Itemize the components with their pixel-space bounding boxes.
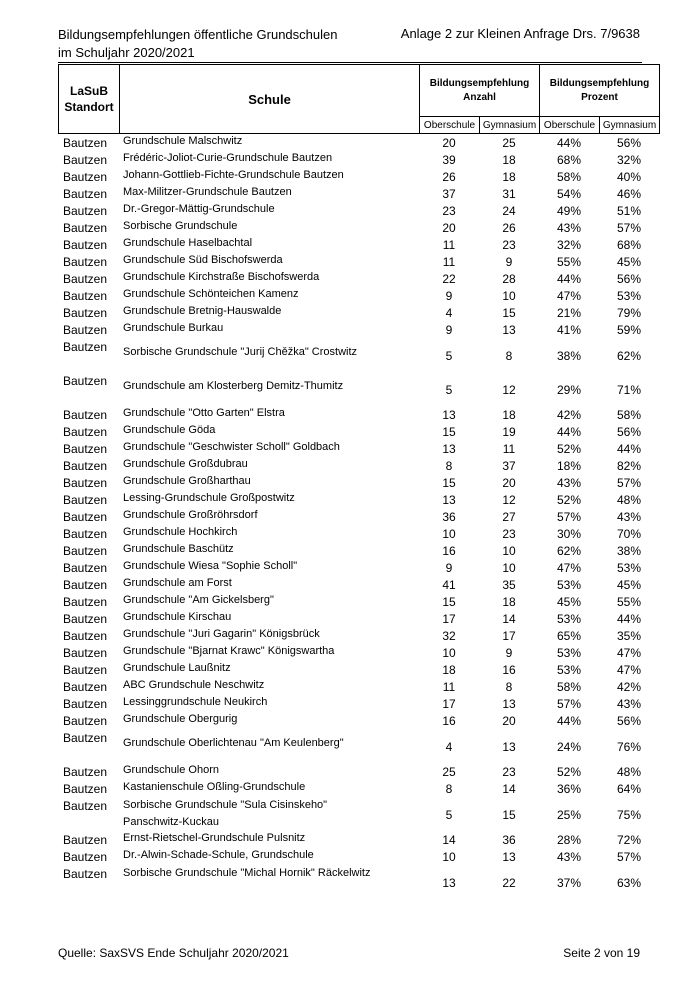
cell-schule: ABC Grundschule Neschwitz (123, 679, 265, 691)
table-row (58, 185, 642, 202)
cell-lasub-standort: Bautzen (63, 459, 108, 473)
table-row (58, 151, 642, 168)
table-row (58, 661, 642, 678)
cell-gymnasium-prozent: 76% (616, 740, 642, 754)
cell-gymnasium-anzahl: 18 (502, 595, 516, 609)
cell-oberschule-prozent: 25% (556, 808, 582, 822)
cell-gymnasium-prozent: 47% (616, 646, 642, 660)
table-row (58, 457, 642, 474)
cell-oberschule-anzahl: 14 (442, 833, 456, 847)
cell-lasub-standort: Bautzen (63, 476, 108, 490)
cell-gymnasium-prozent: 57% (616, 476, 642, 490)
cell-gymnasium-anzahl: 16 (502, 663, 516, 677)
cell-lasub-standort: Bautzen (63, 408, 108, 422)
cell-gymnasium-prozent: 45% (616, 255, 642, 269)
cell-schule: Kastanienschule Oßling-Grundschule (123, 781, 306, 793)
cell-gymnasium-prozent: 53% (616, 561, 642, 575)
cell-gymnasium-anzahl: 27 (502, 510, 516, 524)
cell-schule: Grundschule Malschwitz (123, 135, 243, 147)
cell-gymnasium-prozent: 72% (616, 833, 642, 847)
cell-lasub-standort: Bautzen (63, 646, 108, 660)
cell-oberschule-prozent: 58% (556, 170, 582, 184)
cell-gymnasium-prozent: 63% (616, 876, 642, 890)
cell-oberschule-prozent: 42% (556, 408, 582, 422)
cell-oberschule-anzahl: 9 (445, 289, 453, 303)
cell-oberschule-prozent: 45% (556, 595, 582, 609)
cell-oberschule-anzahl: 16 (442, 714, 456, 728)
cell-schule: Grundschule Ohorn (123, 764, 219, 776)
cell-schule: Grundschule Baschütz (123, 543, 234, 555)
cell-gymnasium-prozent: 32% (616, 153, 642, 167)
document-title (58, 26, 337, 62)
table-row (58, 712, 642, 729)
cell-schule: Max-Militzer-Grundschule Bautzen (123, 186, 292, 198)
cell-oberschule-prozent: 52% (556, 765, 582, 779)
cell-gymnasium-anzahl: 20 (502, 476, 516, 490)
cell-gymnasium-prozent: 42% (616, 680, 642, 694)
cell-lasub-standort: Bautzen (63, 578, 108, 592)
cell-oberschule-anzahl: 25 (442, 765, 456, 779)
cell-gymnasium-anzahl: 9 (505, 646, 513, 660)
cell-gymnasium-prozent: 45% (616, 578, 642, 592)
header-bildungsempfehlung-prozent: Bildungsempfehlung Prozent (539, 64, 660, 117)
table-row (58, 559, 642, 576)
cell-oberschule-prozent: 52% (556, 493, 582, 507)
subheader-gymnasium-prozent: Gymnasium (599, 116, 660, 134)
cell-gymnasium-prozent: 57% (616, 850, 642, 864)
header-lasub-standort: LaSuB Standort (58, 64, 120, 134)
table-row (58, 627, 642, 644)
cell-gymnasium-prozent: 55% (616, 595, 642, 609)
cell-oberschule-prozent: 53% (556, 612, 582, 626)
cell-oberschule-anzahl: 18 (442, 663, 456, 677)
cell-gymnasium-anzahl: 8 (505, 349, 513, 363)
cell-oberschule-prozent: 57% (556, 697, 582, 711)
cell-gymnasium-anzahl: 20 (502, 714, 516, 728)
title-line-2: im Schuljahr 2020/2021 (58, 45, 195, 60)
cell-oberschule-prozent: 30% (556, 527, 582, 541)
table-row (58, 372, 642, 406)
cell-lasub-standort: Bautzen (63, 731, 108, 745)
cell-oberschule-anzahl: 15 (442, 476, 456, 490)
subheader-gymnasium-anzahl: Gymnasium (479, 116, 540, 134)
cell-gymnasium-anzahl: 23 (502, 765, 516, 779)
cell-gymnasium-anzahl: 13 (502, 740, 516, 754)
table-header (58, 64, 657, 134)
cell-oberschule-anzahl: 15 (442, 425, 456, 439)
cell-oberschule-prozent: 44% (556, 714, 582, 728)
cell-gymnasium-prozent: 68% (616, 238, 642, 252)
cell-oberschule-anzahl: 20 (442, 136, 456, 150)
cell-oberschule-anzahl: 10 (442, 527, 456, 541)
cell-lasub-standort: Bautzen (63, 493, 108, 507)
cell-lasub-standort: Bautzen (63, 136, 108, 150)
cell-gymnasium-anzahl: 19 (502, 425, 516, 439)
cell-oberschule-anzahl: 4 (445, 306, 453, 320)
cell-lasub-standort: Bautzen (63, 204, 108, 218)
cell-lasub-standort: Bautzen (63, 663, 108, 677)
cell-lasub-standort: Bautzen (63, 510, 108, 524)
table-row (58, 848, 642, 865)
cell-oberschule-anzahl: 5 (445, 383, 453, 397)
cell-oberschule-anzahl: 39 (442, 153, 456, 167)
cell-oberschule-anzahl: 4 (445, 740, 453, 754)
table-row (58, 236, 642, 253)
cell-schule: Grundschule Süd Bischofswerda (123, 254, 283, 266)
cell-lasub-standort: Bautzen (63, 799, 108, 813)
table-row (58, 576, 642, 593)
cell-oberschule-prozent: 29% (556, 383, 582, 397)
cell-schule: Grundschule Kirchstraße Bischofswerda (123, 271, 320, 283)
cell-oberschule-anzahl: 32 (442, 629, 456, 643)
cell-oberschule-anzahl: 13 (442, 493, 456, 507)
cell-oberschule-anzahl: 26 (442, 170, 456, 184)
table-row (58, 202, 642, 219)
cell-lasub-standort: Bautzen (63, 867, 108, 881)
cell-oberschule-prozent: 65% (556, 629, 582, 643)
cell-oberschule-prozent: 43% (556, 850, 582, 864)
cell-oberschule-anzahl: 8 (445, 782, 453, 796)
cell-oberschule-prozent: 53% (556, 578, 582, 592)
cell-gymnasium-prozent: 43% (616, 697, 642, 711)
cell-schule: Frédéric-Joliot-Curie-Grundschule Bautzen (123, 152, 333, 164)
cell-gymnasium-anzahl: 36 (502, 833, 516, 847)
cell-gymnasium-anzahl: 13 (502, 697, 516, 711)
cell-oberschule-prozent: 55% (556, 255, 582, 269)
cell-oberschule-prozent: 37% (556, 876, 582, 890)
cell-gymnasium-prozent: 59% (616, 323, 642, 337)
header-schule: Schule (119, 64, 420, 134)
cell-oberschule-anzahl: 11 (442, 255, 456, 269)
cell-lasub-standort: Bautzen (63, 850, 108, 864)
cell-oberschule-prozent: 58% (556, 680, 582, 694)
cell-schule: Sorbische Grundschule (123, 220, 238, 232)
cell-schule: Grundschule Großdubrau (123, 458, 248, 470)
table-row (58, 134, 642, 151)
cell-gymnasium-prozent: 48% (616, 765, 642, 779)
cell-lasub-standort: Bautzen (63, 238, 108, 252)
cell-lasub-standort: Bautzen (63, 425, 108, 439)
cell-oberschule-prozent: 52% (556, 442, 582, 456)
table-row (58, 321, 642, 338)
cell-gymnasium-anzahl: 18 (502, 153, 516, 167)
cell-oberschule-prozent: 44% (556, 425, 582, 439)
cell-gymnasium-anzahl: 14 (502, 782, 516, 796)
cell-gymnasium-prozent: 70% (616, 527, 642, 541)
table-row (58, 831, 642, 848)
cell-lasub-standort: Bautzen (63, 340, 108, 354)
cell-schule: Grundschule Burkau (123, 322, 224, 334)
cell-gymnasium-anzahl: 10 (502, 561, 516, 575)
table-row (58, 695, 642, 712)
table-row (58, 763, 642, 780)
cell-gymnasium-anzahl: 26 (502, 221, 516, 235)
cell-schule: Grundschule Obergurig (123, 713, 238, 725)
cell-schule: Grundschule Hochkirch (123, 526, 238, 538)
cell-oberschule-anzahl: 15 (442, 595, 456, 609)
cell-lasub-standort: Bautzen (63, 561, 108, 575)
cell-oberschule-prozent: 18% (556, 459, 582, 473)
cell-schule: Sorbische Grundschule "Sula Cisinskeho" Panschwitz-Kuckau (123, 799, 328, 828)
cell-oberschule-anzahl: 22 (442, 272, 456, 286)
cell-gymnasium-anzahl: 11 (502, 442, 516, 456)
cell-oberschule-anzahl: 13 (442, 442, 456, 456)
cell-schule: Grundschule Kirschau (123, 611, 232, 623)
cell-lasub-standort: Bautzen (63, 680, 108, 694)
cell-gymnasium-prozent: 58% (616, 408, 642, 422)
cell-oberschule-anzahl: 5 (445, 808, 453, 822)
cell-schule: Lessing-Grundschule Großpostwitz (123, 492, 295, 504)
cell-oberschule-prozent: 32% (556, 238, 582, 252)
cell-lasub-standort: Bautzen (63, 612, 108, 626)
cell-gymnasium-anzahl: 13 (502, 850, 516, 864)
cell-lasub-standort: Bautzen (63, 697, 108, 711)
cell-lasub-standort: Bautzen (63, 170, 108, 184)
header-bildungsempfehlung-anzahl: Bildungsempfehlung Anzahl (419, 64, 540, 117)
table-row (58, 491, 642, 508)
cell-schule: Dr.-Gregor-Mättig-Grundschule (123, 203, 275, 215)
cell-gymnasium-anzahl: 12 (502, 493, 516, 507)
cell-gymnasium-anzahl: 12 (502, 383, 516, 397)
cell-lasub-standort: Bautzen (63, 272, 108, 286)
table-row (58, 678, 642, 695)
cell-oberschule-anzahl: 5 (445, 349, 453, 363)
cell-lasub-standort: Bautzen (63, 765, 108, 779)
cell-schule: Grundschule "Am Gickelsberg" (123, 594, 274, 606)
cell-oberschule-anzahl: 36 (442, 510, 456, 524)
table-row (58, 406, 642, 423)
cell-gymnasium-prozent: 44% (616, 612, 642, 626)
cell-lasub-standort: Bautzen (63, 187, 108, 201)
cell-oberschule-prozent: 57% (556, 510, 582, 524)
cell-gymnasium-anzahl: 28 (502, 272, 516, 286)
cell-oberschule-prozent: 47% (556, 289, 582, 303)
table-body (58, 134, 642, 899)
table-row (58, 780, 642, 797)
table-row (58, 253, 642, 270)
cell-gymnasium-anzahl: 23 (502, 238, 516, 252)
cell-gymnasium-prozent: 82% (616, 459, 642, 473)
cell-oberschule-anzahl: 20 (442, 221, 456, 235)
cell-lasub-standort: Bautzen (63, 289, 108, 303)
table-row (58, 440, 642, 457)
cell-schule: Lessinggrundschule Neukirch (123, 696, 268, 708)
table-row (58, 865, 642, 899)
cell-oberschule-anzahl: 23 (442, 204, 456, 218)
cell-gymnasium-prozent: 79% (616, 306, 642, 320)
subheader-oberschule-prozent: Oberschule (539, 116, 600, 134)
cell-schule: Grundschule "Juri Gagarin" Königsbrück (123, 628, 320, 640)
cell-oberschule-anzahl: 17 (442, 612, 456, 626)
cell-gymnasium-prozent: 56% (616, 136, 642, 150)
table-row (58, 474, 642, 491)
cell-gymnasium-prozent: 75% (616, 808, 642, 822)
cell-schule: Grundschule "Geschwister Scholl" Goldbach (123, 441, 340, 453)
cell-gymnasium-prozent: 56% (616, 272, 642, 286)
cell-gymnasium-prozent: 46% (616, 187, 642, 201)
cell-lasub-standort: Bautzen (63, 221, 108, 235)
cell-schule: Dr.-Alwin-Schade-Schule, Grundschule (123, 849, 314, 861)
cell-oberschule-anzahl: 8 (445, 459, 453, 473)
cell-gymnasium-anzahl: 18 (502, 170, 516, 184)
cell-gymnasium-prozent: 51% (616, 204, 642, 218)
cell-gymnasium-anzahl: 8 (505, 680, 513, 694)
cell-gymnasium-anzahl: 22 (502, 876, 516, 890)
cell-oberschule-prozent: 21% (556, 306, 582, 320)
cell-schule: Grundschule "Otto Garten" Elstra (123, 407, 285, 419)
cell-oberschule-prozent: 36% (556, 782, 582, 796)
cell-schule: Grundschule Laußnitz (123, 662, 231, 674)
cell-oberschule-prozent: 28% (556, 833, 582, 847)
cell-gymnasium-anzahl: 13 (502, 323, 516, 337)
table-row (58, 610, 642, 627)
table-row (58, 270, 642, 287)
cell-oberschule-prozent: 54% (556, 187, 582, 201)
cell-gymnasium-prozent: 56% (616, 425, 642, 439)
cell-oberschule-anzahl: 41 (442, 578, 456, 592)
cell-lasub-standort: Bautzen (63, 714, 108, 728)
cell-gymnasium-anzahl: 15 (502, 306, 516, 320)
table-row (58, 219, 642, 236)
cell-oberschule-anzahl: 17 (442, 697, 456, 711)
cell-oberschule-prozent: 47% (556, 561, 582, 575)
cell-oberschule-anzahl: 9 (445, 323, 453, 337)
cell-gymnasium-anzahl: 18 (502, 408, 516, 422)
cell-gymnasium-anzahl: 35 (502, 578, 516, 592)
cell-schule: Grundschule Oberlichtenau "Am Keulenberg" (123, 737, 344, 749)
cell-gymnasium-prozent: 35% (616, 629, 642, 643)
cell-gymnasium-anzahl: 31 (502, 187, 516, 201)
cell-oberschule-prozent: 38% (556, 349, 582, 363)
cell-lasub-standort: Bautzen (63, 255, 108, 269)
table-row (58, 168, 642, 185)
table-row (58, 525, 642, 542)
table-row (58, 304, 642, 321)
cell-gymnasium-prozent: 38% (616, 544, 642, 558)
cell-gymnasium-anzahl: 37 (502, 459, 516, 473)
cell-gymnasium-anzahl: 15 (502, 808, 516, 822)
cell-gymnasium-anzahl: 24 (502, 204, 516, 218)
cell-oberschule-prozent: 44% (556, 272, 582, 286)
cell-lasub-standort: Bautzen (63, 153, 108, 167)
cell-oberschule-prozent: 62% (556, 544, 582, 558)
subheader-oberschule-anzahl: Oberschule (419, 116, 480, 134)
cell-gymnasium-anzahl: 25 (502, 136, 516, 150)
page-number: Seite 2 von 19 (563, 946, 640, 960)
cell-lasub-standort: Bautzen (63, 323, 108, 337)
cell-gymnasium-prozent: 53% (616, 289, 642, 303)
cell-gymnasium-prozent: 62% (616, 349, 642, 363)
cell-lasub-standort: Bautzen (63, 833, 108, 847)
title-divider (58, 62, 642, 63)
cell-lasub-standort: Bautzen (63, 527, 108, 541)
cell-oberschule-prozent: 24% (556, 740, 582, 754)
cell-gymnasium-prozent: 48% (616, 493, 642, 507)
cell-schule: Sorbische Grundschule "Jurij Chěžka" Crostwitz (123, 346, 358, 358)
cell-schule: Grundschule "Bjarnat Krawc" Königswartha (123, 645, 335, 657)
cell-lasub-standort: Bautzen (63, 374, 108, 388)
cell-oberschule-anzahl: 10 (442, 646, 456, 660)
cell-gymnasium-prozent: 43% (616, 510, 642, 524)
cell-gymnasium-prozent: 57% (616, 221, 642, 235)
table-row (58, 729, 642, 763)
cell-gymnasium-anzahl: 10 (502, 544, 516, 558)
cell-gymnasium-anzahl: 10 (502, 289, 516, 303)
cell-schule: Grundschule am Forst (123, 577, 232, 589)
anlage-reference: Anlage 2 zur Kleinen Anfrage Drs. 7/9638 (400, 26, 640, 41)
title-line-1: Bildungsempfehlungen öffentliche Grundschulen (58, 27, 338, 42)
cell-schule: Grundschule Wiesa "Sophie Scholl" (123, 560, 298, 572)
cell-gymnasium-prozent: 47% (616, 663, 642, 677)
cell-oberschule-prozent: 68% (556, 153, 582, 167)
cell-oberschule-anzahl: 37 (442, 187, 456, 201)
cell-schule: Grundschule am Klosterberg Demitz-Thumitz (123, 380, 344, 392)
cell-schule: Johann-Gottlieb-Fichte-Grundschule Bautzen (123, 169, 344, 181)
cell-schule: Grundschule Großröhrsdorf (123, 509, 258, 521)
cell-gymnasium-prozent: 44% (616, 442, 642, 456)
cell-schule: Grundschule Göda (123, 424, 216, 436)
cell-oberschule-prozent: 53% (556, 646, 582, 660)
cell-lasub-standort: Bautzen (63, 544, 108, 558)
table-row (58, 423, 642, 440)
cell-oberschule-anzahl: 16 (442, 544, 456, 558)
cell-oberschule-anzahl: 9 (445, 561, 453, 575)
cell-lasub-standort: Bautzen (63, 595, 108, 609)
table-row (58, 797, 642, 831)
cell-gymnasium-anzahl: 23 (502, 527, 516, 541)
cell-oberschule-prozent: 43% (556, 476, 582, 490)
cell-lasub-standort: Bautzen (63, 782, 108, 796)
cell-lasub-standort: Bautzen (63, 442, 108, 456)
cell-schule: Grundschule Schönteichen Kamenz (123, 288, 299, 300)
cell-oberschule-prozent: 49% (556, 204, 582, 218)
source-note: Quelle: SaxSVS Ende Schuljahr 2020/2021 (58, 946, 289, 960)
cell-oberschule-prozent: 44% (556, 136, 582, 150)
table-row (58, 287, 642, 304)
cell-schule: Ernst-Rietschel-Grundschule Pulsnitz (123, 832, 306, 844)
cell-oberschule-anzahl: 11 (442, 238, 456, 252)
cell-gymnasium-prozent: 56% (616, 714, 642, 728)
cell-schule: Grundschule Haselbachtal (123, 237, 253, 249)
table-row (58, 542, 642, 559)
cell-gymnasium-anzahl: 9 (505, 255, 513, 269)
cell-lasub-standort: Bautzen (63, 629, 108, 643)
cell-oberschule-prozent: 43% (556, 221, 582, 235)
table-row (58, 338, 642, 372)
cell-gymnasium-anzahl: 14 (502, 612, 516, 626)
cell-schule: Sorbische Grundschule "Michal Hornik" Räckelwitz (123, 867, 371, 879)
cell-schule: Grundschule Großharthau (123, 475, 251, 487)
cell-lasub-standort: Bautzen (63, 306, 108, 320)
cell-gymnasium-anzahl: 17 (502, 629, 516, 643)
cell-oberschule-anzahl: 11 (442, 680, 456, 694)
cell-gymnasium-prozent: 71% (616, 383, 642, 397)
cell-oberschule-anzahl: 10 (442, 850, 456, 864)
cell-oberschule-anzahl: 13 (442, 876, 456, 890)
cell-oberschule-anzahl: 13 (442, 408, 456, 422)
cell-oberschule-prozent: 53% (556, 663, 582, 677)
table-row (58, 593, 642, 610)
cell-schule: Grundschule Bretnig-Hauswalde (123, 305, 282, 317)
cell-oberschule-prozent: 41% (556, 323, 582, 337)
table-row (58, 644, 642, 661)
table-row (58, 508, 642, 525)
cell-gymnasium-prozent: 40% (616, 170, 642, 184)
cell-gymnasium-prozent: 64% (616, 782, 642, 796)
